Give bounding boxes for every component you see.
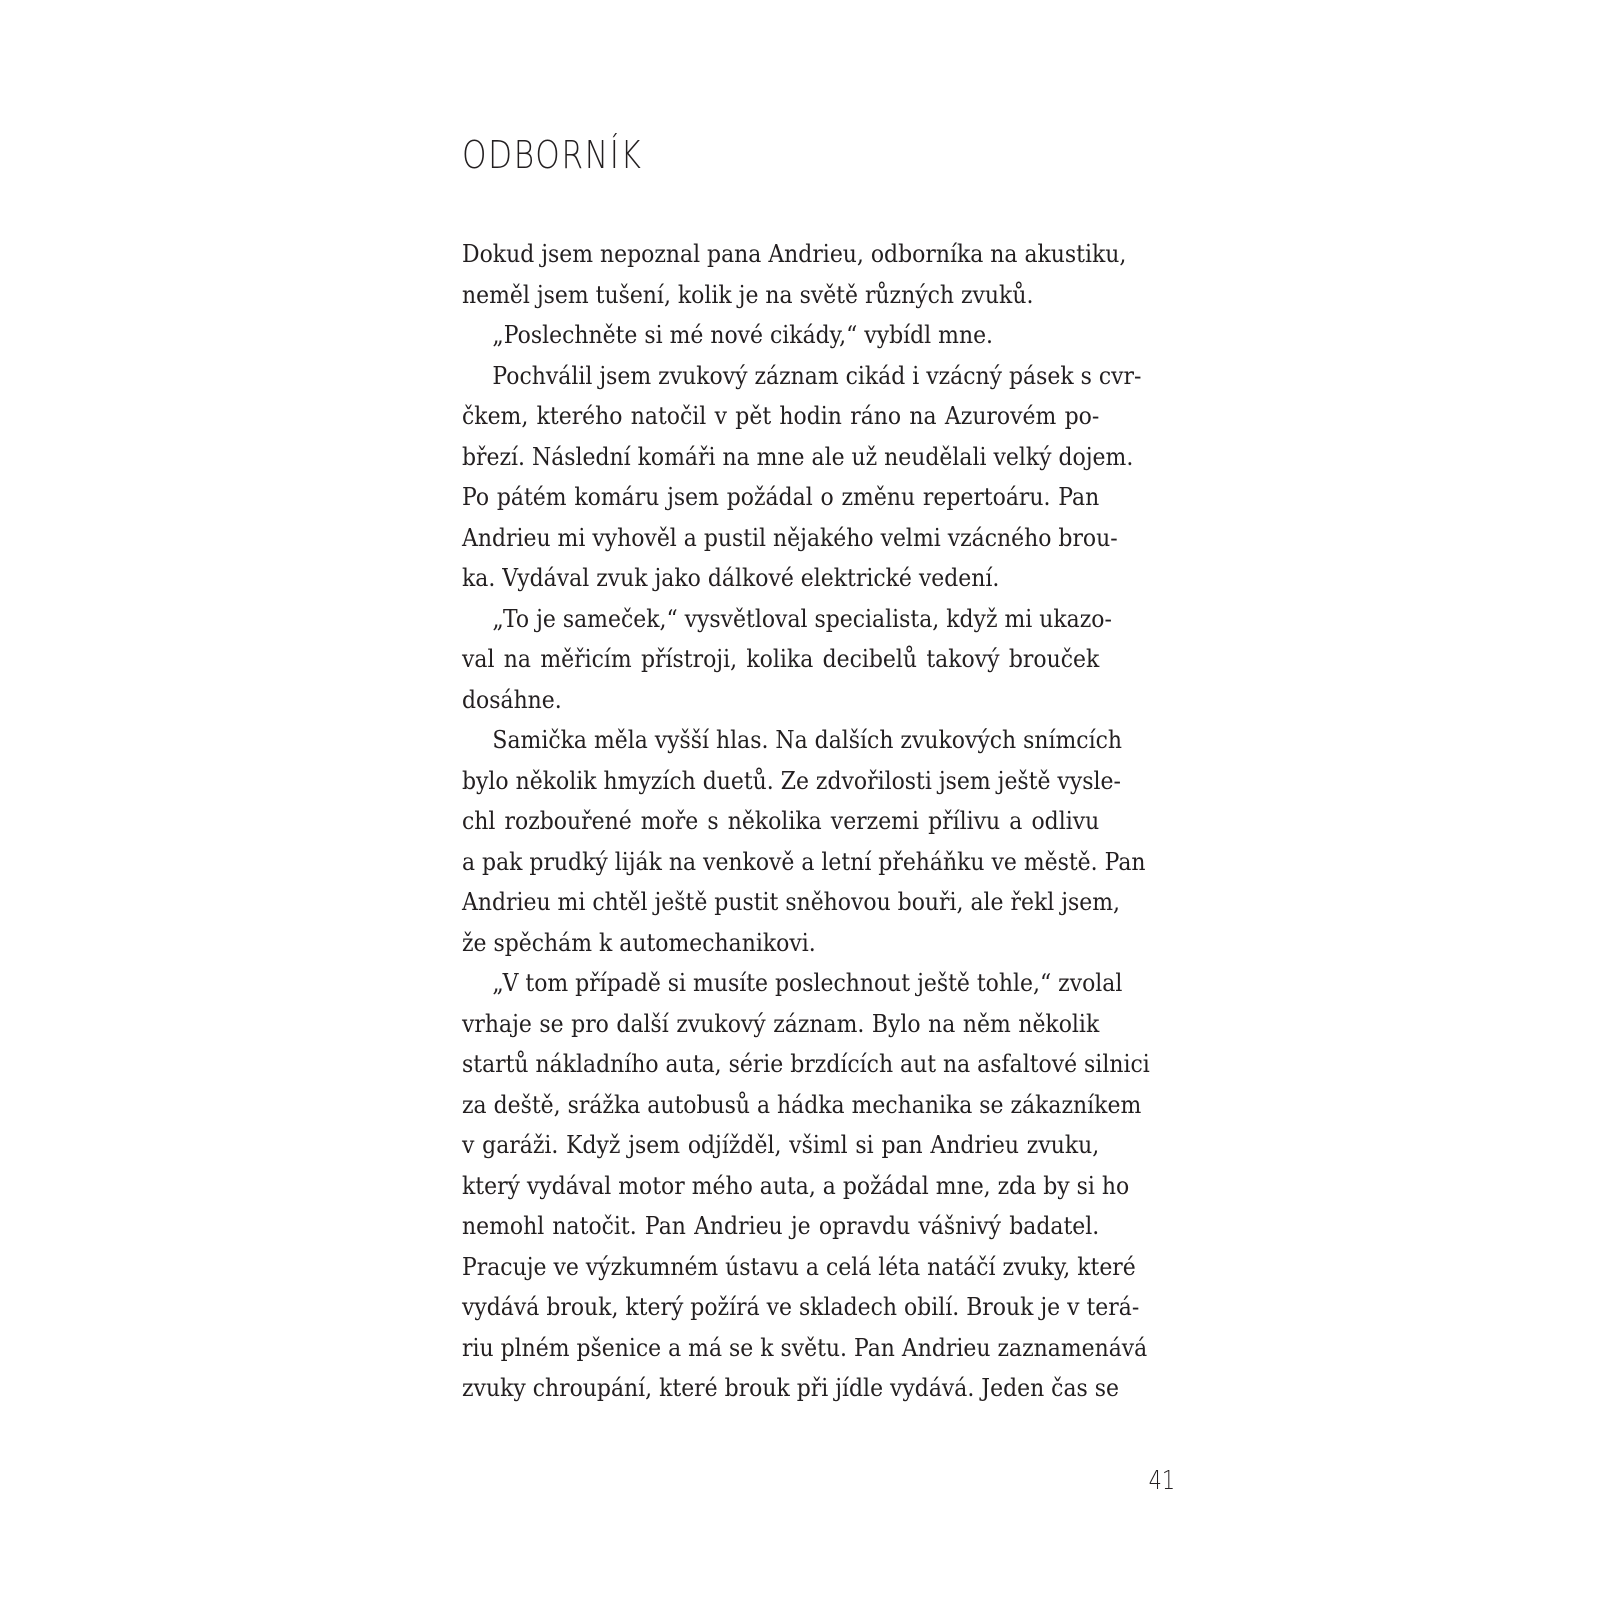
text-line: „To je sameček,“ vysvětloval specialista, když mi ukazo- <box>492 603 1112 633</box>
text-line: který vydával motor mého auta, a požádal mne, zda by si ho <box>462 1170 1130 1200</box>
text-line: „V tom případě si musíte poslechnout ještě tohle,“ zvolal <box>492 968 1123 997</box>
text-line: bylo několik hmyzích duetů. Ze zdvořilosti jsem ještě vysle- <box>462 765 1121 795</box>
text-line: vydává brouk, který požírá ve skladech obilí. Brouk je v terá- <box>462 1292 1140 1321</box>
page-number: 41 <box>1148 1466 1175 1496</box>
text-line: ka. Vydával zvuk jako dálkové elektrické vedení. <box>462 563 1000 592</box>
text-line: čkem, kterého natočil v pět hodin ráno na Azurovém po- <box>462 401 1100 430</box>
text-line: startů nákladního auta, série brzdících aut na asfaltové silnici <box>462 1049 1150 1078</box>
text-line: Andrieu mi chtěl ještě pustit sněhovou bouři, ale řekl jsem, <box>462 887 1121 916</box>
text-line: v garáži. Když jsem odjížděl, všiml si pan Andrieu zvuku, <box>462 1130 1100 1159</box>
text-line: riu plném pšenice a má se k světu. Pan Andrieu zaznamenává <box>462 1332 1148 1362</box>
text-line: Andrieu mi vyhověl a pustil nějakého velmi vzácného brou- <box>462 522 1118 552</box>
chapter-title: ODBORNÍK <box>462 133 643 177</box>
text-line: Po pátém komáru jsem požádal o změnu repertoáru. Pan <box>462 482 1100 511</box>
text-line: za deště, srážka autobusů a hádka mechanika se zákazníkem <box>462 1089 1142 1119</box>
text-line: neměl jsem tušení, kolik je na světě různých zvuků. <box>462 279 1034 309</box>
text-line: chl rozbouřené moře s několika verzemi přílivu a odlivu <box>462 806 1100 835</box>
text-line: Pracuje ve výzkumném ústavu a celá léta natáčí zvuky, které <box>462 1251 1136 1281</box>
body-text <box>462 234 1150 1409</box>
text-line: Dokud jsem nepoznal pana Andrieu, odborníka na akustiku, <box>462 239 1127 268</box>
text-line: nemohl natočit. Pan Andrieu je opravdu vášnivý badatel. <box>462 1211 1100 1240</box>
text-line: Pochválil jsem zvukový záznam cikád i vzácný pásek s cvr- <box>492 360 1142 390</box>
text-line: val na měřicím přístroji, kolika decibelů takový brouček <box>462 644 1100 673</box>
text-line: že spěchám k automechanikovi. <box>462 927 816 957</box>
text-line: březí. Následní komáři na mne ale už neudělali velký dojem. <box>462 441 1134 471</box>
text-line: Samička měla vyšší hlas. Na dalších zvukových snímcích <box>492 725 1123 754</box>
text-line: a pak prudký liják na venkově a letní přeháňku ve městě. Pan <box>462 846 1146 876</box>
text-line: „Poslechněte si mé nové cikády,“ vybídl mne. <box>492 320 994 349</box>
text-line: vrhaje se pro další zvukový záznam. Bylo na něm několik <box>462 1008 1100 1038</box>
text-line: zvuky chroupání, které brouk při jídle vydává. Jeden čas se <box>462 1373 1119 1402</box>
text-line: dosáhne. <box>462 684 562 714</box>
